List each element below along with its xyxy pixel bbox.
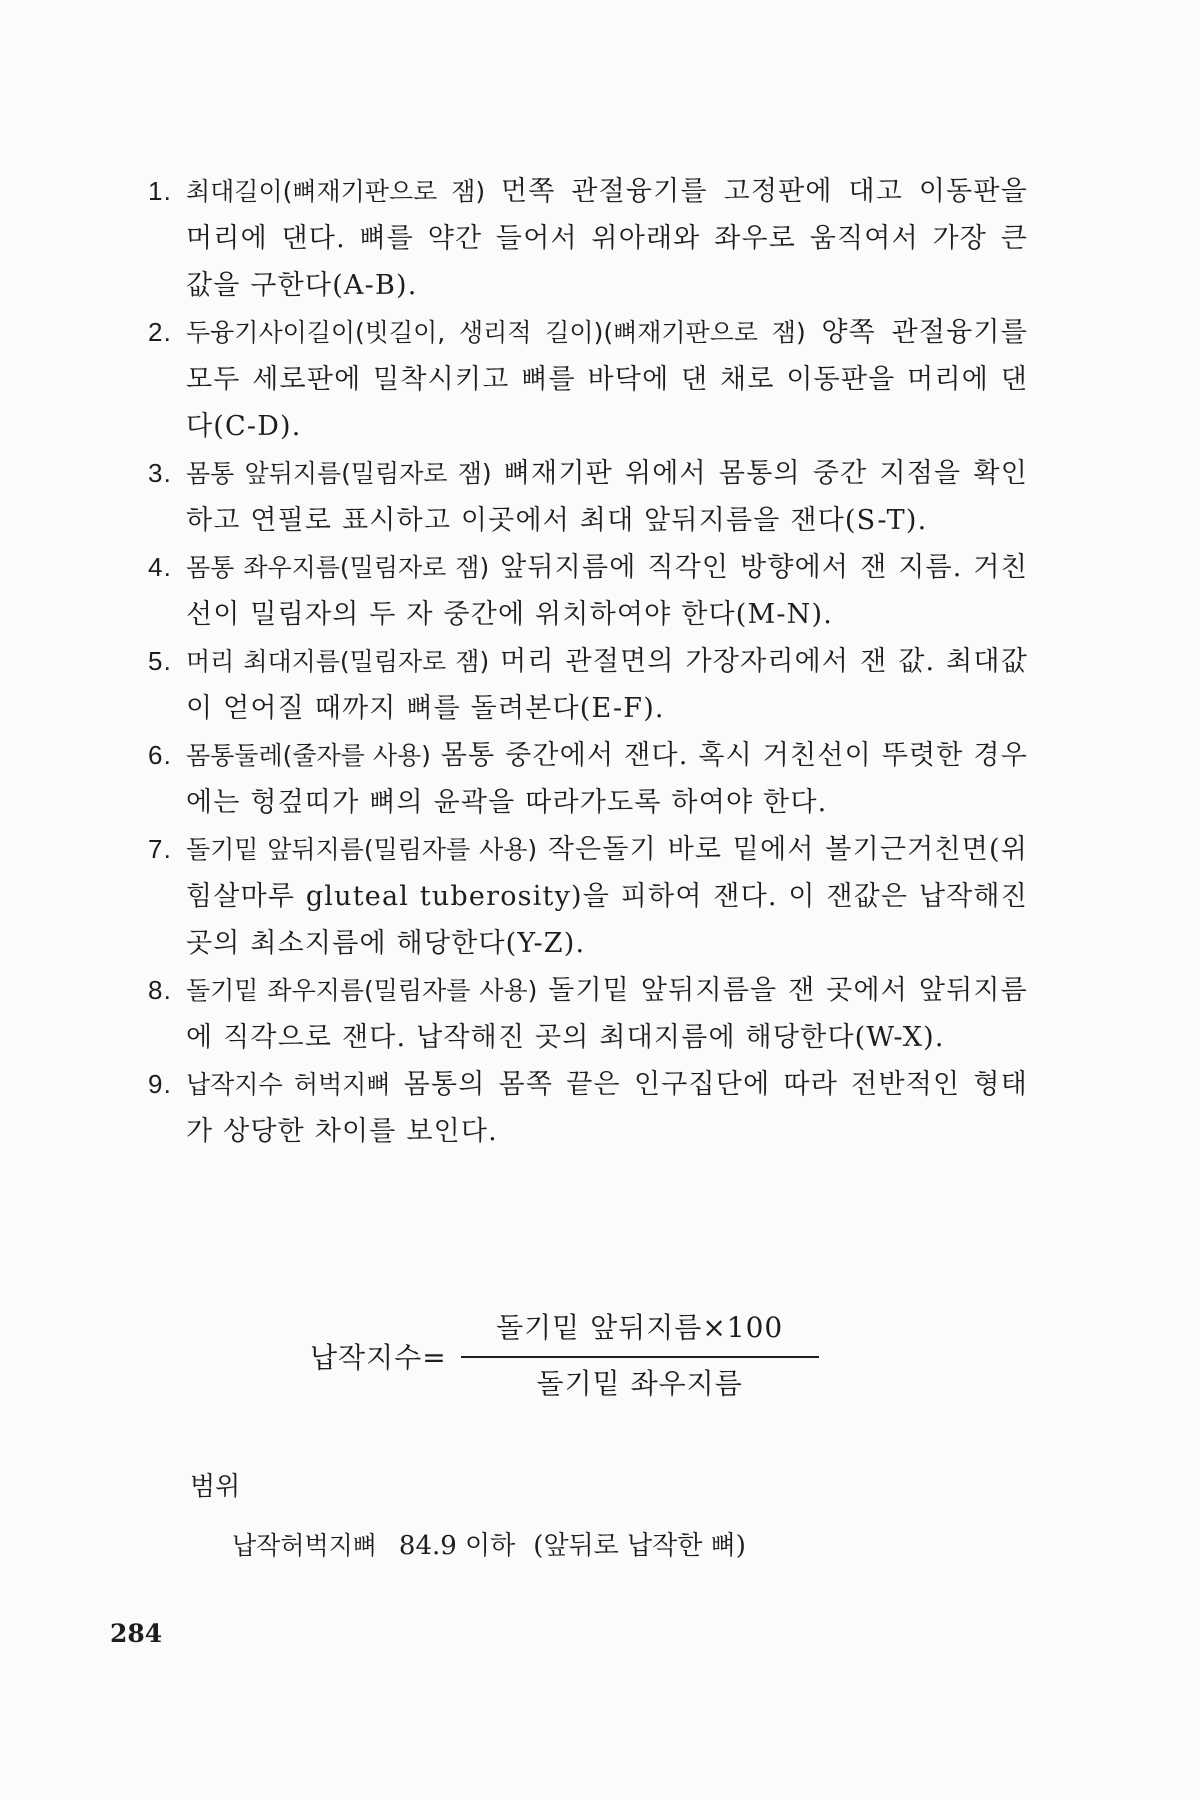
- item-heading: 두융기사이길이(빗길이, 생리적 길이)(뼈재기판으로 잼): [186, 318, 806, 347]
- list-item: [148, 309, 1028, 450]
- item-number: 6.: [148, 740, 173, 770]
- list-item: [148, 967, 1028, 1061]
- range-heading: 범위: [190, 1472, 241, 1502]
- item-number: 7.: [148, 834, 173, 864]
- list-item: [148, 826, 1028, 967]
- item-number: 1.: [148, 176, 173, 206]
- item-body: 작은돌기 바로 밑에서 볼기근거친면(위힘살마루 gluteal tuberosity)을 피하여 잰다. 이 잰값은 납작해진 곳의 최소지름에 해당한다(Y-Z).: [186, 834, 1028, 959]
- page-number: 284: [110, 1619, 163, 1648]
- item-body: 머리 관절면의 가장자리에서 잰 값. 최대값이 얻어질 때까지 뼈를 돌려본다(E-F).: [186, 646, 1028, 724]
- formula-label: 납작지수=: [310, 1341, 447, 1374]
- range-line: [232, 1525, 746, 1562]
- item-heading: 머리 최대지름(밀림자로 잼): [186, 647, 490, 676]
- list-item: [148, 450, 1028, 544]
- item-number: 2.: [148, 317, 173, 347]
- item-body: 앞뒤지름에 직각인 방향에서 잰 지름. 거친선이 밀림자의 두 자 중간에 위치하여야 한다(M-N).: [186, 552, 1028, 630]
- item-number: 8.: [148, 975, 173, 1005]
- fraction-bar: [461, 1356, 819, 1358]
- item-body: 돌기밑 앞뒤지름을 잰 곳에서 앞뒤지름에 직각으로 잰다. 납작해진 곳의 최대지름에 해당한다(W-X).: [186, 975, 1028, 1053]
- item-body: 뼈재기판 위에서 몸통의 중간 지점을 확인하고 연필로 표시하고 이곳에서 최대 앞뒤지름을 잰다(S-T).: [186, 458, 1028, 536]
- item-heading: 몸통 좌우지름(밀림자로 잼): [186, 553, 490, 582]
- formula-numerator: 돌기밑 앞뒤지름×100: [496, 1311, 784, 1344]
- item-heading: 몸통둘레(줄자를 사용): [186, 741, 431, 770]
- measurement-list: [148, 168, 1028, 1155]
- item-body: 먼쪽 관절융기를 고정판에 대고 이동판을 머리에 댄다. 뼈를 약간 들어서 위아래와 좌우로 움직여서 가장 큰 값을 구한다(A-B).: [186, 176, 1028, 301]
- item-number: 3.: [148, 458, 173, 488]
- item-number: 9.: [148, 1069, 173, 1099]
- list-item: [148, 168, 1028, 309]
- item-body: 양쪽 관절융기를 모두 세로판에 밀착시키고 뼈를 바닥에 댄 채로 이동판을 머리에 댄다(C-D).: [186, 317, 1028, 442]
- formula-fraction: [461, 1308, 819, 1404]
- list-item: [148, 638, 1028, 732]
- list-item: [148, 732, 1028, 826]
- item-heading: 돌기밑 앞뒤지름(밀림자를 사용): [186, 835, 538, 864]
- item-number: 5.: [148, 646, 173, 676]
- item-heading: 몸통 앞뒤지름(밀림자로 잼): [186, 459, 492, 488]
- item-heading: 납작지수 허벅지뼈: [186, 1070, 391, 1099]
- range-name: 납작허벅지뼈: [232, 1531, 377, 1560]
- flatness-index-formula: [310, 1308, 819, 1404]
- item-heading: 최대길이(뼈재기판으로 잼): [186, 177, 486, 206]
- range-value: 84.9 이하: [398, 1531, 516, 1561]
- list-item: [148, 1061, 1028, 1155]
- formula-denominator: 돌기밑 좌우지름: [536, 1367, 743, 1400]
- item-number: 4.: [148, 552, 173, 582]
- item-body: 몸통 중간에서 잰다. 혹시 거친선이 뚜렷한 경우에는 헝겊띠가 뼈의 윤곽을 따라가도록 하여야 한다.: [186, 740, 1028, 818]
- list-item: [148, 544, 1028, 638]
- item-body: 몸통의 몸쪽 끝은 인구집단에 따라 전반적인 형태가 상당한 차이를 보인다.: [186, 1069, 1028, 1147]
- range-note: (앞뒤로 납작한 뼈): [533, 1531, 746, 1561]
- item-heading: 돌기밑 좌우지름(밀림자를 사용): [186, 976, 538, 1005]
